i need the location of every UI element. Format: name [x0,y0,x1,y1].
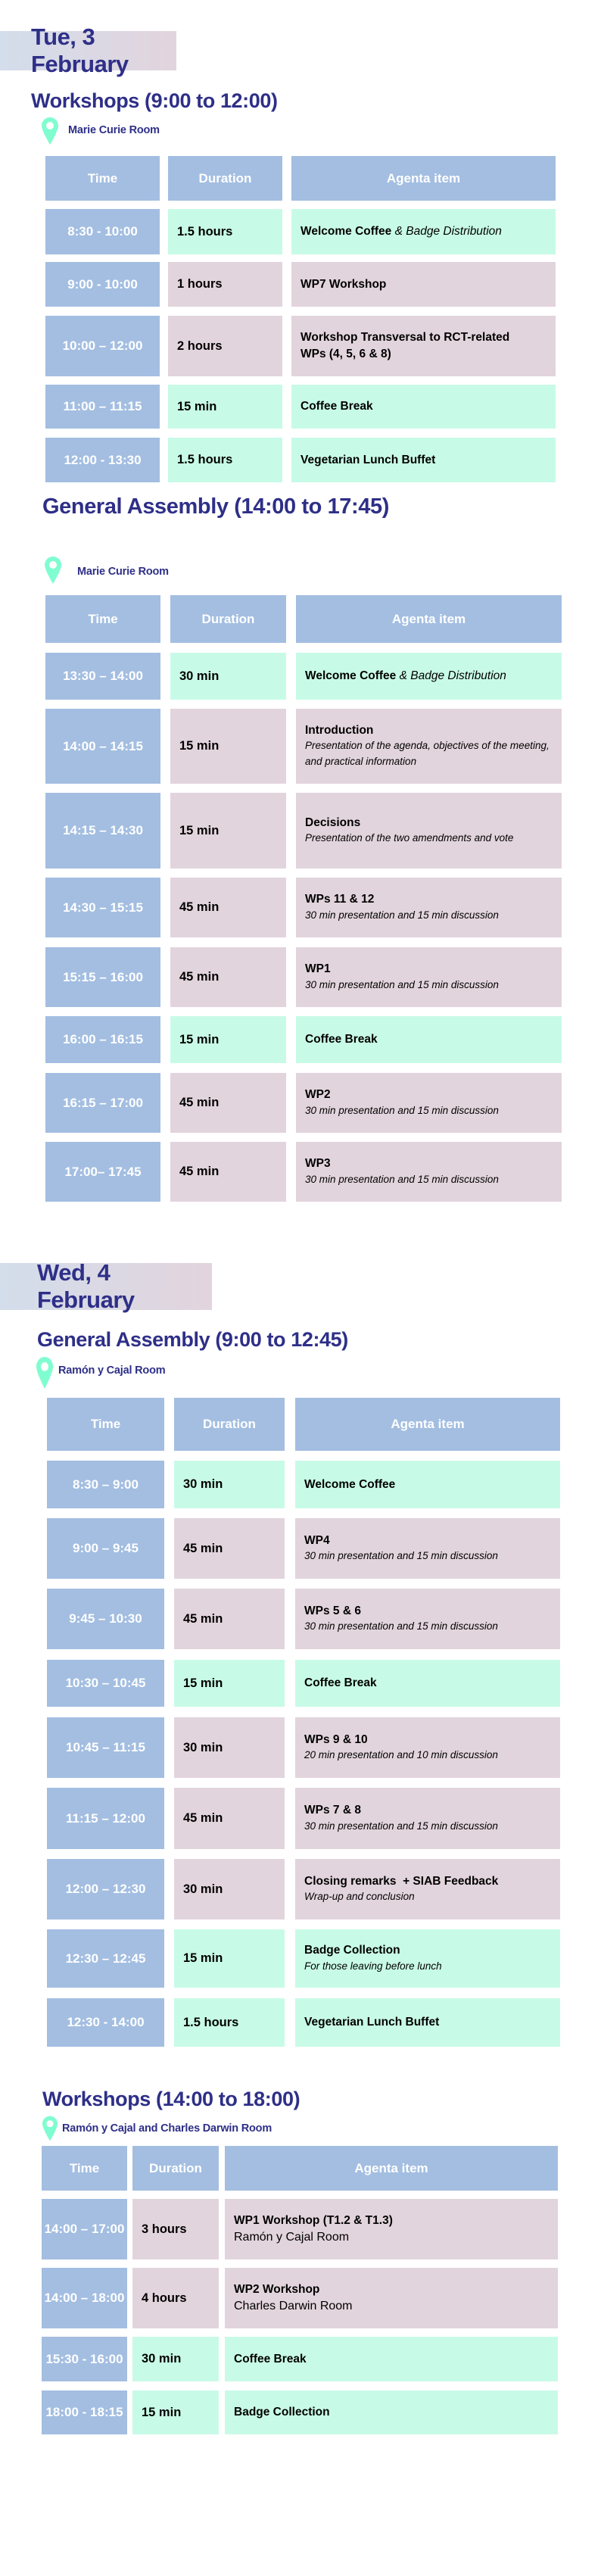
row-item [295,1859,560,1920]
header-duration: Duration [132,2146,219,2191]
item-room: Ramón y Cajal Room [234,2231,350,2244]
row-item [295,1660,560,1707]
room-label: Ramón y Cajal Room [58,1364,166,1377]
row-item [291,438,556,482]
row-duration: 45 min [170,1073,286,1133]
row-time: 12:30 – 12:45 [47,1929,164,1988]
row-duration: 45 min [174,1518,285,1579]
row-duration: 1.5 hours [168,209,282,254]
item-subtitle: Presentation of the two amendments and vote [305,832,514,844]
item-title: Coffee Break [300,400,373,413]
item-title: WP2 Workshop [234,2282,320,2296]
row-time: 16:15 – 17:00 [45,1073,160,1133]
row-item [291,262,556,307]
item-title: Badge Collection [304,1944,400,1957]
row-time: 12:30 - 14:00 [47,1998,164,2047]
row-duration: 15 min [170,793,286,869]
row-duration: 45 min [174,1589,285,1649]
header-duration: Duration [170,595,286,643]
item-title: Closing remarks + SIAB Feedback [304,1874,499,1888]
row-time: 14:15 – 14:30 [45,793,160,869]
item-title: WPs 7 & 8 [304,1804,361,1817]
item-subtitle: Presentation of the agenda, objectives of the meeting, and practical information [305,740,550,768]
header-time: Time [47,1398,164,1451]
header-time: Time [45,156,160,201]
section-title: Workshops (14:00 to 18:00) [42,2088,300,2110]
item-title: Welcome Coffee [305,669,397,683]
row-time: 11:00 – 11:15 [45,385,160,429]
location-pin-icon [36,1357,53,1389]
row-item [296,653,562,700]
row-time: 14:00 – 18:00 [42,2268,127,2328]
row-time: 13:30 – 14:00 [45,653,160,700]
row-duration: 4 hours [132,2268,219,2328]
header-time: Time [42,2146,127,2191]
item-title: WP7 Workshop [300,277,387,291]
row-item [225,2199,558,2259]
header-duration: Duration [168,156,282,201]
row-duration: 15 min [174,1660,285,1707]
room-label: Ramón y Cajal and Charles Darwin Room [62,2122,272,2135]
item-title: Introduction [305,723,374,737]
item-title: WPs 5 & 6 [304,1604,361,1617]
header-item: Agenta item [296,595,562,643]
item-title: Vegetarian Lunch Buffet [304,2016,440,2029]
row-item [295,1717,560,1778]
item-subtitle: 30 min presentation and 15 min discussion [304,1820,498,1832]
room-label: Marie Curie Room [77,566,169,578]
item-title: WP1 Workshop (T1.2 & T1.3) [234,2213,393,2227]
item-subtitle: 30 min presentation and 15 min discussion [304,1620,498,1633]
row-item [295,1589,560,1649]
row-item [296,1073,562,1133]
row-time: 16:00 – 16:15 [45,1016,160,1063]
row-time: 14:00 – 14:15 [45,709,160,784]
row-duration: 1.5 hours [168,438,282,482]
row-duration: 1.5 hours [174,1998,285,2047]
row-item [291,209,556,254]
header-duration: Duration [174,1398,285,1451]
day-banner [0,1259,212,1313]
item-title: Vegetarian Lunch Buffet [300,453,436,466]
item-title: Coffee Break [304,1676,377,1690]
item-room: Charles Darwin Room [234,2300,353,2313]
day-title: Tue, 3 February [31,23,129,77]
header-item: Agenta item [291,156,556,201]
row-item [296,793,562,869]
row-time: 10:45 – 11:15 [47,1717,164,1778]
row-item [296,709,562,784]
row-time: 14:30 – 15:15 [45,878,160,937]
item-title-suffix: & Badge Distribution [396,669,506,683]
header-time: Time [45,595,160,643]
row-duration: 45 min [170,878,286,937]
row-time: 8:30 - 10:00 [45,209,160,254]
item-title: Badge Collection [234,2406,330,2419]
row-duration: 30 min [132,2337,219,2381]
header-item: Agenta item [295,1398,560,1451]
row-duration: 45 min [170,1142,286,1202]
row-item [225,2337,558,2381]
day-title: Wed, 4 February [37,1259,135,1313]
item-title: WPs 11 & 12 [305,893,375,906]
item-title: WP2 [305,1088,331,1102]
row-time: 9:00 – 9:45 [47,1518,164,1579]
row-item [225,2390,558,2434]
row-duration: 15 min [168,385,282,429]
item-subtitle: Wrap-up and conclusion [304,1891,415,1903]
row-time: 17:00– 17:45 [45,1142,160,1202]
row-item [296,1016,562,1063]
item-subtitle: 20 min presentation and 10 min discussion [304,1749,498,1761]
item-title: Workshop Transversal to RCT-related WPs (4, 5, 6 & 8) [300,331,510,360]
item-subtitle: 30 min presentation and 15 min discussion [304,1550,498,1562]
location-pin-icon [42,2115,58,2142]
row-item [295,1788,560,1849]
item-title: Decisions [305,816,361,829]
row-time: 15:30 - 16:00 [42,2337,127,2381]
row-time: 12:00 - 13:30 [45,438,160,482]
row-duration: 30 min [174,1461,285,1508]
row-item [225,2268,558,2328]
row-duration: 15 min [174,1929,285,1988]
row-time: 11:15 – 12:00 [47,1788,164,1849]
item-title: Welcome Coffee [300,225,392,239]
row-time: 8:30 – 9:00 [47,1461,164,1508]
row-time: 12:00 – 12:30 [47,1859,164,1920]
item-subtitle: 30 min presentation and 15 min discussion [305,1173,499,1185]
item-subtitle: 30 min presentation and 15 min discussion [305,909,499,921]
row-item [295,1929,560,1988]
row-time: 9:00 - 10:00 [45,262,160,307]
row-time: 10:30 – 10:45 [47,1660,164,1707]
row-item [295,1998,560,2047]
item-subtitle: For those leaving before lunch [304,1960,442,1972]
row-duration: 15 min [132,2390,219,2434]
row-time: 10:00 – 12:00 [45,316,160,376]
item-subtitle: 30 min presentation and 15 min discussion [305,978,499,990]
row-item [295,1461,560,1508]
item-title: Coffee Break [234,2352,307,2365]
row-item [291,316,556,376]
item-title-suffix: & Badge Distribution [391,225,502,239]
row-time: 15:15 – 16:00 [45,947,160,1007]
row-duration: 30 min [170,653,286,700]
row-duration: 45 min [174,1788,285,1849]
section-title: Workshops (9:00 to 12:00) [31,89,278,112]
row-time: 18:00 - 18:15 [42,2390,127,2434]
section-title: General Assembly (14:00 to 17:45) [42,494,389,519]
row-duration: 30 min [174,1717,285,1778]
location-pin-icon [42,117,58,145]
header-item: Agenta item [225,2146,558,2191]
row-item [296,947,562,1007]
row-duration: 3 hours [132,2199,219,2259]
item-subtitle: 30 min presentation and 15 min discussion [305,1104,499,1116]
item-title: Coffee Break [305,1033,378,1046]
row-item [296,1142,562,1202]
row-duration: 15 min [170,1016,286,1063]
day-banner [0,23,176,77]
row-duration: 45 min [170,947,286,1007]
row-time: 9:45 – 10:30 [47,1589,164,1649]
row-duration: 1 hours [168,262,282,307]
location-pin-icon [45,557,61,584]
row-time: 14:00 – 17:00 [42,2199,127,2259]
room-label: Marie Curie Room [68,124,160,136]
row-duration: 2 hours [168,316,282,376]
item-title: Welcome Coffee [304,1477,396,1491]
item-title: WP1 [305,962,331,976]
row-item [296,878,562,937]
item-title: WPs 9 & 10 [304,1732,368,1746]
row-duration: 30 min [174,1859,285,1920]
row-item [295,1518,560,1579]
row-item [291,385,556,429]
row-duration: 15 min [170,709,286,784]
section-title: General Assembly (9:00 to 12:45) [37,1328,348,1351]
item-title: WP4 [304,1533,330,1547]
item-title: WP3 [305,1157,331,1171]
